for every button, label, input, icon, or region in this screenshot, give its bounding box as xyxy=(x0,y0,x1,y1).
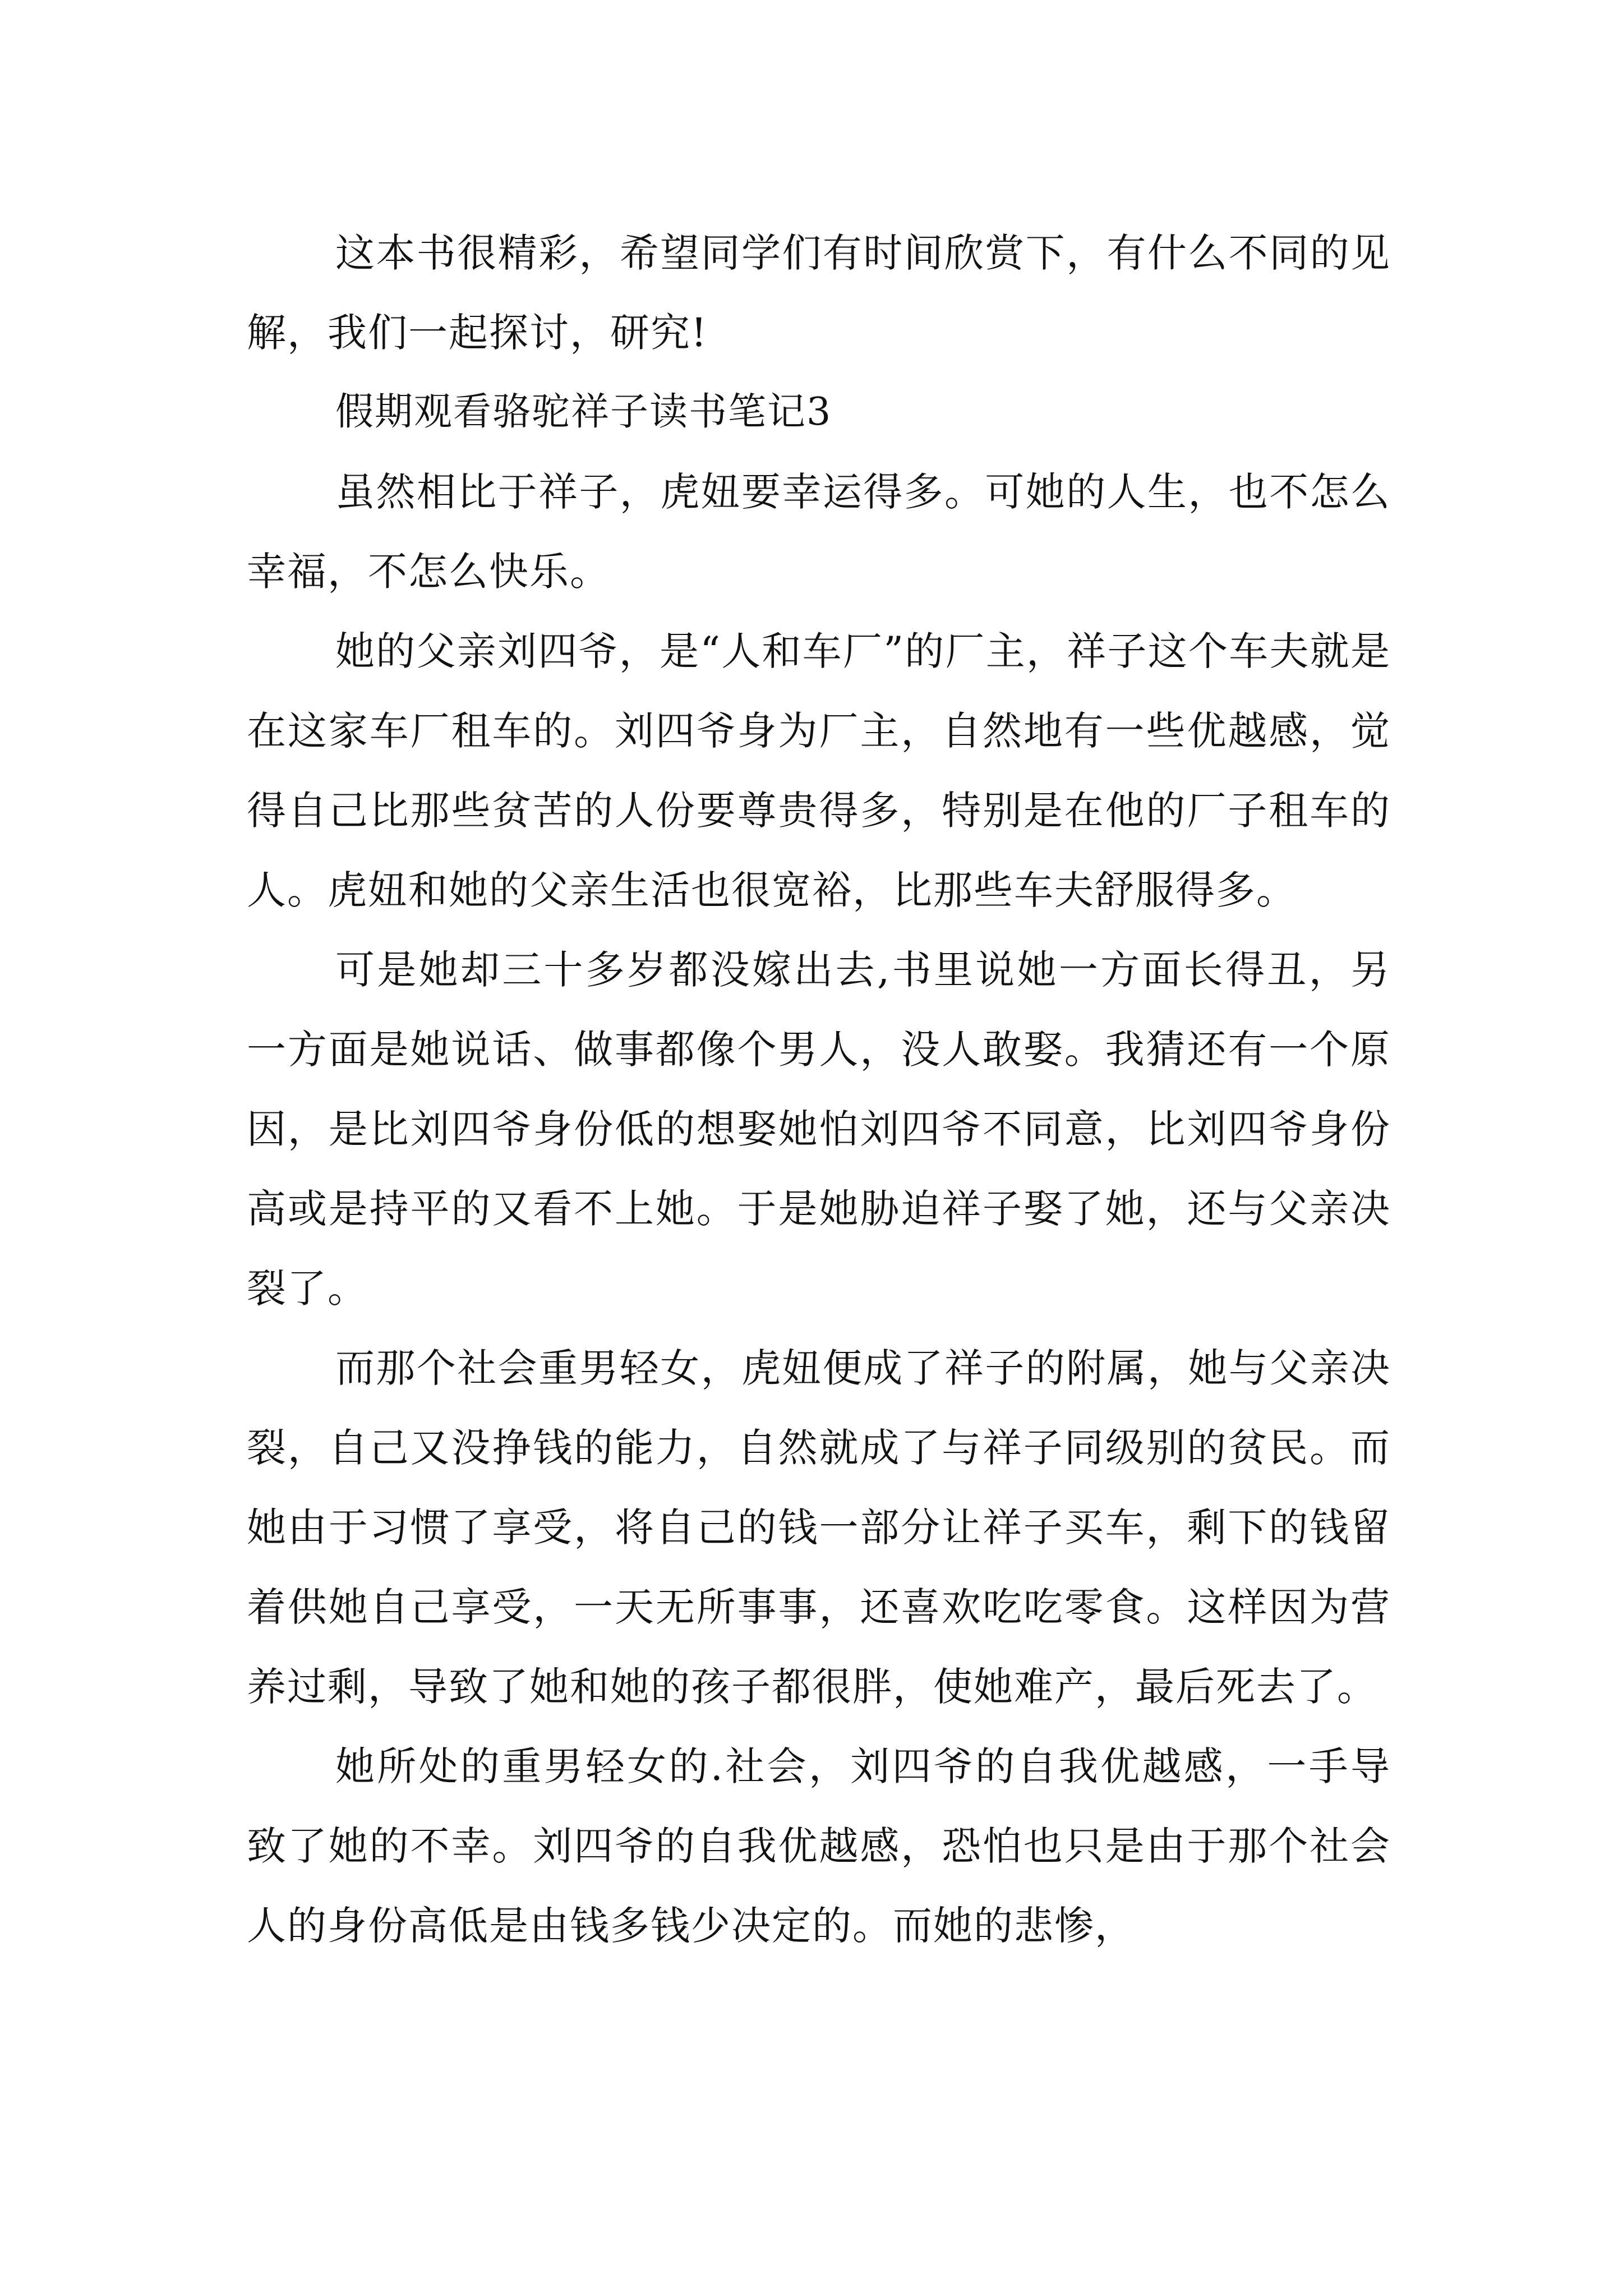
document-body xyxy=(247,213,1391,1966)
section-heading: 假期观看骆驼祥子读书笔记3 xyxy=(335,390,832,434)
paragraph-closing-remark: 这本书很精彩，希望同学们有时间欣赏下，有什么不同的见解，我们一起探讨，研究! xyxy=(247,230,1391,356)
paragraph-conclusion: 她所处的重男轻女的.社会，刘四爷的自我优越感，一手导致了她的不幸。刘四爷的自我优越感，恐怕也只是由于那个社会人的身份高低是由钱多钱少决定的。而她的悲惨， xyxy=(247,1743,1391,1949)
paragraph-marriage: 可是她却三十多岁都没嫁出去,书里说她一方面长得丑，另一方面是她说话、做事都像个男人，没人敢娶。我猜还有一个原因，是比刘四爷身份低的想娶她怕刘四爷不同意，比刘四爷身份高或是持平的又看不上她。于是她胁迫祥子娶了她，还与父亲决裂了。 xyxy=(247,947,1391,1312)
paragraph-society: 而那个社会重男轻女，虎妞便成了祥子的附属，她与父亲决裂，自己又没挣钱的能力，自然就成了与祥子同级别的贫民。而她由于习惯了享受，将自己的钱一部分让祥子买车，剩下的钱留着供她自己享受，一天无所事事，还喜欢吃吃零食。这样因为营养过剩，导致了她和她的孩子都很胖，使她难产，最后死去了。 xyxy=(247,1345,1391,1710)
paragraph-father: 她的父亲刘四爷，是“人和车厂”的厂主，祥子这个车夫就是在这家车厂租车的。刘四爷身为厂主，自然地有一些优越感，觉得自己比那些贫苦的人份要尊贵得多，特别是在他的厂子租车的人。虎妞和她的父亲生活也很宽裕，比那些车夫舒服得多。 xyxy=(247,628,1391,913)
paragraph-intro: 虽然相比于祥子，虎妞要幸运得多。可她的人生，也不怎么幸福，不怎么快乐。 xyxy=(247,469,1391,595)
